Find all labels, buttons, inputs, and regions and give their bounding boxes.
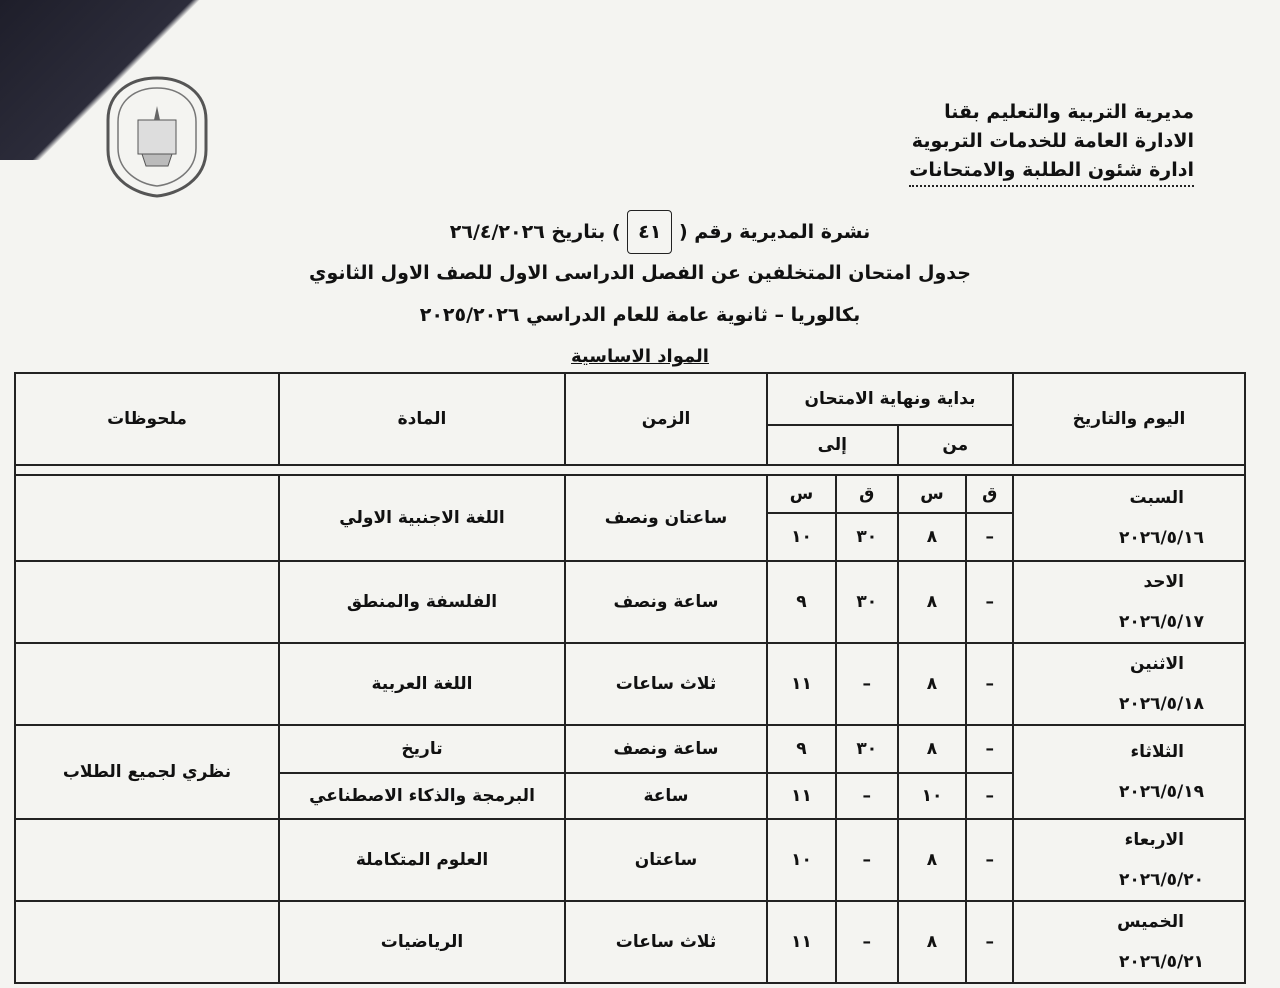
day-cell [1013, 901, 1245, 983]
header-from: من [898, 425, 1013, 465]
header-day: اليوم والتاريخ [1013, 373, 1245, 465]
cell-to-s: ١٠ [767, 513, 836, 561]
cell-from-q: – [966, 725, 1013, 773]
cell-time: ساعة ونصف [565, 561, 767, 643]
unit-label: س [767, 475, 836, 513]
header-line-2: الادارة العامة للخدمات التربوية [911, 130, 1194, 152]
bulletin-number: ٤١ [627, 210, 672, 254]
header-line-3: ادارة شئون الطلبة والامتحانات [909, 156, 1194, 187]
header-line-1: مديرية التربية والتعليم بقنا [944, 101, 1194, 123]
table-row [15, 819, 1245, 901]
day-name: الاثنين [1129, 654, 1184, 674]
cell-to-q: ٣٠ [836, 513, 898, 561]
table-row [15, 475, 1245, 513]
table-gap [15, 465, 1245, 475]
notes-cell [15, 475, 279, 561]
cell-subject: العلوم المتكاملة [279, 819, 565, 901]
cell-from-s: ٨ [898, 901, 967, 983]
day-cell [1013, 475, 1245, 561]
cell-subject: الرياضيات [279, 901, 565, 983]
cell-to-q: – [836, 819, 898, 901]
cell-subject: اللغة العربية [279, 643, 565, 725]
header-range: بداية ونهاية الامتحان [767, 373, 1013, 425]
unit-label: ق [966, 475, 1013, 513]
unit-label: ق [836, 475, 898, 513]
day-cell [1013, 819, 1245, 901]
table-row [15, 561, 1245, 643]
table-row [15, 725, 1245, 773]
day-name: الثلاثاء [1130, 742, 1184, 762]
notes-cell [15, 643, 279, 725]
notes-cell [15, 561, 279, 643]
cell-to-q: – [836, 773, 898, 819]
header-to: إلى [767, 425, 898, 465]
table-row [15, 643, 1245, 725]
header-time: الزمن [565, 373, 767, 465]
cell-to-s: ١١ [767, 901, 836, 983]
subjects-heading: المواد الاساسية [571, 346, 709, 367]
table-header-row [15, 373, 1245, 425]
day-date: ٢٠٢٦/٥/١٦ [1118, 528, 1204, 548]
unit-label: س [898, 475, 967, 513]
cell-subject: اللغة الاجنبية الاولي [279, 475, 565, 561]
exam-schedule-table [14, 372, 1246, 984]
directorate-header [874, 98, 1194, 187]
table-row [15, 901, 1245, 983]
day-date: ٢٠٢٦/٥/١٧ [1118, 612, 1204, 632]
cell-subject: البرمجة والذكاء الاصطناعي [279, 773, 565, 819]
cell-from-q: – [966, 643, 1013, 725]
header-subject: المادة [279, 373, 565, 465]
day-name: الاربعاء [1124, 830, 1184, 850]
notes-cell [15, 819, 279, 901]
cell-time: ساعتان ونصف [565, 475, 767, 561]
bulletin-title: نشرة المديرية رقم ( ٤١ ) بتاريخ ٢٦/٤/٢٠٢٦ [300, 210, 980, 252]
cell-time: ساعة [565, 773, 767, 819]
cell-from-q: – [966, 561, 1013, 643]
day-cell [1013, 643, 1245, 725]
cell-to-s: ٩ [767, 725, 836, 773]
day-date: ٢٠٢٦/٥/٢٠ [1118, 870, 1204, 890]
cell-to-q: – [836, 643, 898, 725]
document-titles [300, 210, 980, 378]
cell-to-s: ١١ [767, 643, 836, 725]
cell-time: ثلاث ساعات [565, 643, 767, 725]
cell-from-q: – [966, 819, 1013, 901]
notes-cell [15, 901, 279, 983]
cell-from-s: ٨ [898, 513, 967, 561]
cell-subject: تاريخ [279, 725, 565, 773]
cell-from-s: ١٠ [898, 773, 967, 819]
schedule-subtitle: بكالوريا – ثانوية عامة للعام الدراسي ٢٠٢٥/٢٠٢٦ [419, 304, 861, 326]
day-name: الخميس [1117, 912, 1184, 932]
cell-time: ساعتان [565, 819, 767, 901]
cell-time: ثلاث ساعات [565, 901, 767, 983]
directorate-logo [98, 70, 216, 200]
day-cell [1013, 561, 1245, 643]
cell-to-s: ١٠ [767, 819, 836, 901]
cell-to-q: ٣٠ [836, 561, 898, 643]
cell-from-q: – [966, 901, 1013, 983]
cell-to-s: ٩ [767, 561, 836, 643]
cell-from-q: – [966, 773, 1013, 819]
header-notes: ملحوظات [15, 373, 279, 465]
day-name: السبت [1129, 488, 1184, 508]
schedule-title: جدول امتحان المتخلفين عن الفصل الدراسى الاول للصف الاول الثانوي [309, 262, 971, 284]
day-name: الاحد [1143, 572, 1184, 592]
cell-from-s: ٨ [898, 643, 967, 725]
cell-from-s: ٨ [898, 561, 967, 643]
notes-cell: نظري لجميع الطلاب [15, 725, 279, 819]
cell-to-q: ٣٠ [836, 725, 898, 773]
day-date: ٢٠٢٦/٥/٢١ [1118, 952, 1204, 972]
cell-subject: الفلسفة والمنطق [279, 561, 565, 643]
cell-to-s: ١١ [767, 773, 836, 819]
day-date: ٢٠٢٦/٥/١٩ [1118, 782, 1204, 802]
cell-from-s: ٨ [898, 819, 967, 901]
cell-to-q: – [836, 901, 898, 983]
day-cell [1013, 725, 1245, 819]
day-date: ٢٠٢٦/٥/١٨ [1118, 694, 1204, 714]
cell-from-s: ٨ [898, 725, 967, 773]
cell-from-q: – [966, 513, 1013, 561]
cell-time: ساعة ونصف [565, 725, 767, 773]
